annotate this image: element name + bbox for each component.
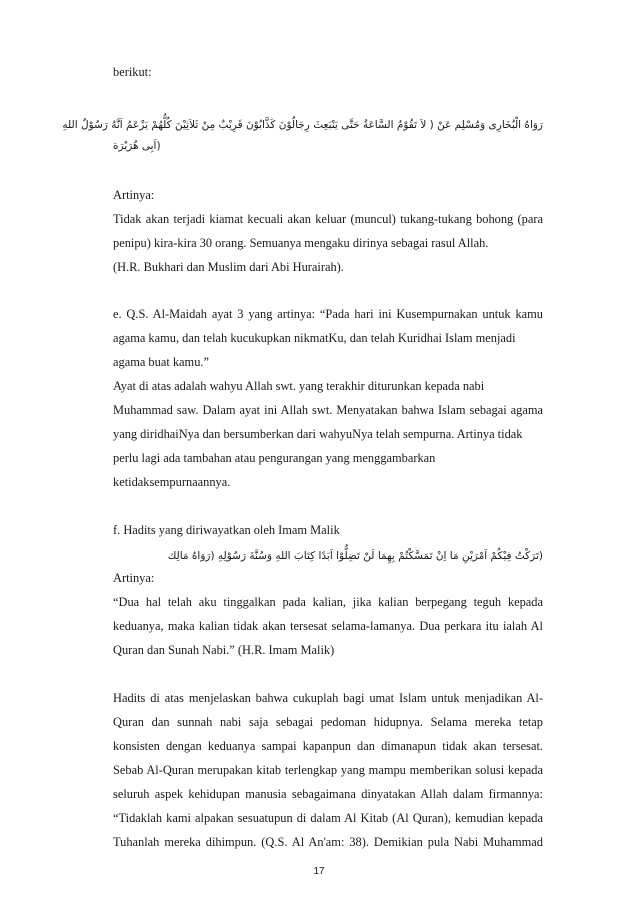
closing-line: Tuhanlah mereka dihimpun. (Q.S. Al An'am: 38). Demikian pula Nabi Muhammad bbox=[113, 835, 543, 849]
artinya2-line: Quran dan Sunah Nabi.” (H.R. Imam Malik) bbox=[113, 643, 335, 657]
section-e-line: e. Q.S. Al-Maidah ayat 3 yang artinya: “Pada hari ini Kusempurnakan untuk kamu bbox=[113, 307, 543, 321]
artinya2-line: keduanya, maka kalian tidak akan tersesat selama-lamanya. Dua perkara itu ialah Al bbox=[113, 619, 543, 633]
section-f-heading: f. Hadits yang diriwayatkan oleh Imam Malik bbox=[113, 523, 340, 537]
intro-text: berikut: bbox=[113, 65, 152, 79]
closing-line: Hadits di atas menjelaskan bahwa cukuplah bagi umat Islam untuk menjadikan Al- bbox=[113, 691, 543, 705]
closing-line: Quran dan sunnah nabi saja sebagai pedoman hidupnya. Selama mereka tetap bbox=[113, 715, 543, 729]
section-e-line: yang diridhaiNya dan bersumberkan dari wahyuNya telah sempurna. Artinya tidak bbox=[113, 427, 523, 441]
artinya1-label: Artinya: bbox=[113, 188, 155, 202]
hadith2-arabic: (تَرَكْتُ فِيْكُمْ اَمْرَيْنِ مَا اِنْ تَمَسَّكْتُمْ بِهِمَا لَنْ تَضِلُّوْا اَبَدًا كِتَابَ اللهِ وَسُنَّةَ رَسُوْلِهِ (رَوَاهُ مَالِك bbox=[167, 550, 543, 562]
section-e-line: agama kamu, dan telah kucukupkan nikmatKu, dan telah Kuridhai Islam menjadi bbox=[113, 331, 516, 345]
artinya1-line: (H.R. Bukhari dan Muslim dari Abi Hurairah). bbox=[113, 260, 344, 274]
artinya2-label: Artinya: bbox=[113, 571, 155, 585]
closing-line: konsisten dengan keduanya sampai kapanpun dan dimanapun tidak akan tersesat. bbox=[113, 739, 543, 753]
section-e-line: Ayat di atas adalah wahyu Allah swt. yang terakhir diturunkan kepada nabi bbox=[113, 379, 485, 393]
hadith1-arabic-line1: رَوَاهُ الْبُخَارِى وَمُسْلِم عَنْ ( لاَ تَقُوْمُ السَّاعَةُ حَتَّى يَنْبَعِثَ رِجَالُوْنَ كَذَّابُوْنَ قَرِيْبٌ مِنْ ثَلاَثِيْنَ كُلُّهُمْ يَزْعَمُ اَنَّهُ رَسُوْلُ اللهِ bbox=[62, 119, 543, 131]
section-e-line: ketidaksempurnaannya. bbox=[113, 475, 231, 489]
artinya1-line: Tidak akan terjadi kiamat kecuali akan keluar (muncul) tukang-tukang bohong (para bbox=[113, 212, 543, 226]
section-e-line: Muhammad saw. Dalam ayat ini Allah swt. Menyatakan bahwa Islam sebagai agama bbox=[113, 403, 543, 417]
section-e-line: perlu lagi ada tambahan atau pengurangan yang menggambarkan bbox=[113, 451, 436, 465]
hadith1-arabic-line2: (اَبِى هُرَيْرَة bbox=[113, 140, 161, 152]
artinya2-line: “Dua hal telah aku tinggalkan pada kalian, jika kalian berpegang teguh kepada bbox=[113, 595, 543, 609]
section-e-line: agama buat kamu.” bbox=[113, 355, 209, 369]
closing-line: Sebab Al-Quran merupakan kitab terlengkap yang mampu memberikan solusi kepada bbox=[113, 763, 543, 777]
page-number: 17 bbox=[313, 866, 325, 877]
closing-line: “Tidaklah kami alpakan sesuatupun di dalam Al Kitab (Al Quran), kemudian kepada bbox=[113, 811, 543, 825]
artinya1-line: penipu) kira-kira 30 orang. Semuanya mengaku dirinya sebagai rasul Allah. bbox=[113, 236, 489, 250]
closing-line: seluruh aspek kehidupan manusia sebagaimana dinyatakan Allah dalam firmannya: bbox=[113, 787, 543, 801]
